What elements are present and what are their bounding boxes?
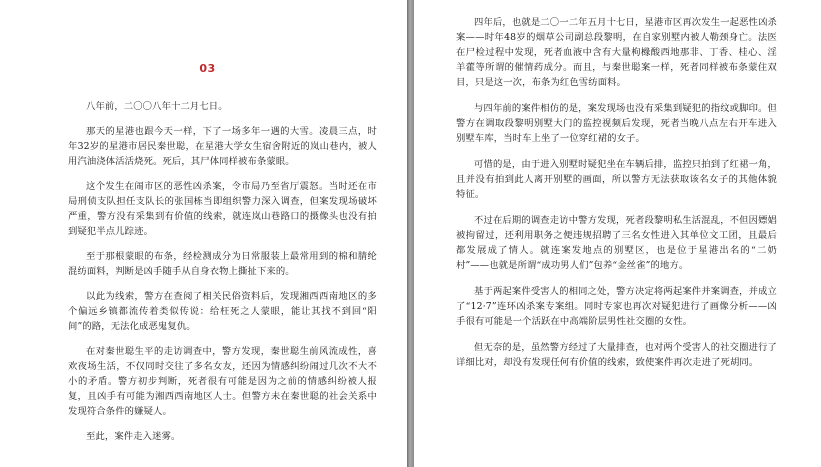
- page-gutter: [407, 0, 414, 467]
- right-page: [414, 0, 821, 467]
- chapter-number: 03: [199, 62, 216, 75]
- paragraph: 那天的星港也跟今天一样，下了一场多年一遇的大雪。凌晨三点，时年32岁的星港市居民秦世聪，在星港大学女生宿舍附近的岚山巷内，被人用汽油浇体活活烧死。死后，其尸体同样被布条蒙眼。: [68, 126, 377, 167]
- paragraph: 但无奈的是，虽然警方经过了大量排查，也对两个受害人的社交圈进行了详细比对，却没有发现任何有价值的线索，致使案件再次走进了死胡同。: [456, 342, 777, 368]
- paragraph: 四年后，也就是二〇一二年五月十七日，星港市区再次发生一起恶性凶杀案——时年48岁的烟草公司副总段黎明，在自家别墅内被人勒颈身亡。法医在尸检过程中发现，死者血液中含有大量枸橼酸西地那非、丁香、桂心、淫羊藿等所谓的催情药成分。而且，与秦世聪案一样，死者同样被布条蒙住双目，只是这一次，布条为红色雪纺面料。: [456, 17, 777, 88]
- paragraph: 不过在后期的调查走访中警方发现，死者段黎明私生活混乱，不但因嫖娼被拘留过，还利用职务之便违规招聘了三名女性进入其单位文工团，且最后都发展成了情人。就连案发地点的别墅区，也是位于星港出名的“二奶村”——也就是所谓“成功男人们”包养“金丝雀”的地方。: [456, 215, 777, 271]
- paragraph: 至于那根蒙眼的布条，经检测成分为日常服装上最常用到的棉和腈纶混纺面料，判断是凶手随手从自身衣物上撕扯下来的。: [68, 251, 377, 277]
- paragraph: 这个发生在闹市区的恶性凶杀案，令市局乃至省厅震怒。当时还在市局刑侦支队担任支队长的张国栋当即组织警力深入调查，但案发现场破坏严重，警方没有采集到有价值的线索，就连岚山巷路口的摄像头也没有拍到疑犯半点儿踪迹。: [68, 181, 377, 237]
- paragraph: 至此，案件走入迷雾。: [86, 431, 181, 442]
- paragraph: 以此为线索，警方在查阅了相关民俗资料后，发现湘西西南地区的多个偏远乡镇都流传着类似传说：给枉死之人蒙眼，能让其找不到回“阳间”的路，无法化成恶鬼复仇。: [68, 291, 377, 332]
- paragraph: 与四年前的案件相仿的是，案发现场也没有采集到疑犯的指纹或脚印。但警方在调取段黎明别墅大门的监控视频后发现，死者当晚八点左右开车进入别墅车库，当时车上坐了一位穿红裙的女子。: [456, 103, 777, 144]
- paragraph: 在对秦世聪生平的走访调查中，警方发现，秦世聪生前风流成性，喜欢夜场生活，不仅同时交往了多名女友，还因为情感纠纷闹过几次不大不小的矛盾。警方初步判断，死者很有可能是因为之前的情感纠纷被人报复，且凶手有可能为湘西西南地区人士。但警方未在秦世聪的社会关系中发现符合条件的嫌疑人。: [68, 346, 377, 417]
- left-page: [0, 0, 407, 467]
- paragraph: 基于两起案件受害人的相同之处，警方决定将两起案件并案调查，并成立了“12·7”连环凶杀案专案组。同时专家也再次对疑犯进行了画像分析——凶手很有可能是一个活跃在中高端阶层男性社交圈的女性。: [456, 286, 777, 327]
- paragraph: 八年前，二〇〇八年十二月七日。: [86, 101, 228, 112]
- paragraph: 可惜的是，由于进入别墅时疑犯坐在车辆后排，监控只拍到了红裙一角，且并没有拍到此人离开别墅的画面，所以警方无法获取该名女子的其他体貌特征。: [456, 159, 777, 200]
